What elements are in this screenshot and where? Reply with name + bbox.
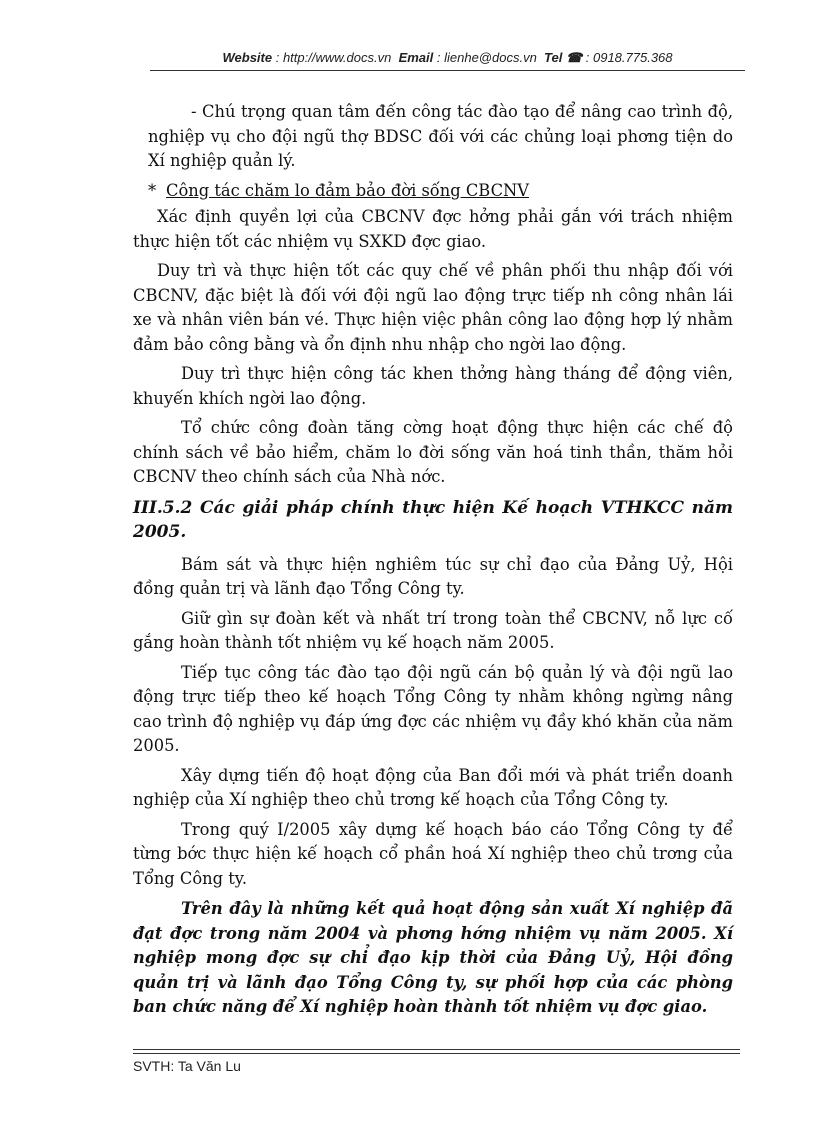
paragraph-rewards: Duy trì thực hiện công tác khen thởng hàng tháng để động viên, khuyến khích ngời lao động. xyxy=(133,364,733,408)
paragraph-progress: Xây dựng tiến độ hoạt động của Ban đổi mới và phát triển doanh nghiệp của Xí nghiệp theo chủ trơng kế hoạch của Tổng Công ty. xyxy=(133,765,733,809)
website-value: : http://www.docs.vn xyxy=(275,50,392,65)
bullet-heading xyxy=(133,179,733,204)
section-heading: III.5.2 Các giải pháp chính thực hiện Kế hoạch VTHKCC năm 2005. xyxy=(133,497,733,542)
paragraph-union: Tổ chức công đoàn tăng cờng hoạt động thực hiện các chế độ chính sách về bảo hiểm, chăm lo đời sống văn hoá tinh thần, thăm hỏi CBCNV theo chính sách của Nhà nớc. xyxy=(133,418,733,486)
closing-paragraph: Trên đây là những kết quả hoạt động sản xuất Xí nghiệp đã đạt đợc trong năm 2004 và phơng hớng nhiệm vụ năm 2005. Xí nghiệp mong đợc sự chỉ đạo kịp thời của Đảng Uỷ, Hội đồng quản trị và lãnh đạo Tổng Công ty, sự phối hợp của các phòng ban chức năng để Xí nghiệp hoàn thành tốt nhiệm vụ đợc giao. xyxy=(133,899,733,1016)
paragraph-direction: Bám sát và thực hiện nghiêm túc sự chỉ đạo của Đảng Uỷ, Hội đồng quản trị và lãnh đạo Tổng Công ty. xyxy=(133,554,733,598)
paragraph-unity: Giữ gìn sự đoàn kết và nhất trí trong toàn thể CBCNV, nỗ lực cố gắng hoàn thành tốt nhiệm vụ kế hoạch năm 2005. xyxy=(133,608,733,652)
paragraph-rights: Xác định quyền lợi của CBCNV đợc hởng phải gắn với trách nhiệm thực hiện tốt các nhiệm vụ SXKD đợc giao. xyxy=(133,207,733,251)
email-value: : lienhe@docs.vn xyxy=(436,50,537,65)
footer-divider xyxy=(133,1049,740,1050)
page-header xyxy=(150,50,745,66)
tel-label: Tel ☎ xyxy=(544,50,583,65)
footer-divider-thin xyxy=(133,1053,740,1054)
header-divider xyxy=(150,70,745,71)
tel-value: : 0918.775.368 xyxy=(585,50,673,65)
email-label: Email xyxy=(398,50,434,65)
paragraph-training: - Chú trọng quan tâm đến công tác đào tạo để nâng cao trình độ, nghiệp vụ cho đội ngũ thợ BDSC đối với các chủng loại phơng tiện do Xí nghiệp quản lý. xyxy=(148,102,733,170)
bullet-star: * xyxy=(148,180,157,200)
paragraph-equitization: Trong quý I/2005 xây dựng kế hoạch báo cáo Tổng Công ty để từng bớc thực hiện kế hoạch cổ phần hoá Xí nghiệp theo chủ trơng của Tổng Công ty. xyxy=(133,819,733,888)
bullet-title: Công tác chăm lo đảm bảo đời sống CBCNV xyxy=(166,180,530,200)
footer-author: SVTH: Ta Văn Lu xyxy=(133,1058,241,1074)
paragraph-income: Duy trì và thực hiện tốt các quy chế về phân phối thu nhập đối với CBCNV, đặc biệt là đối với đội ngũ lao động trực tiếp nh công nhân lái xe và nhân viên bán vé. Thực hiện việc phân công lao động hợp lý nhằm đảm bảo công bằng và ổn định nhu nhập cho ngời lao động. xyxy=(133,261,733,354)
document-body xyxy=(133,100,733,1025)
paragraph-training-plan: Tiếp tục công tác đào tạo đội ngũ cán bộ quản lý và đội ngũ lao động trực tiếp theo kế hoạch Tổng Công ty nhằm không ngừng nâng cao trình độ nghiệp vụ đáp ứng đợc các nhiệm vụ đầy khó khăn của năm 2005. xyxy=(133,662,733,755)
website-label: Website xyxy=(222,50,273,65)
